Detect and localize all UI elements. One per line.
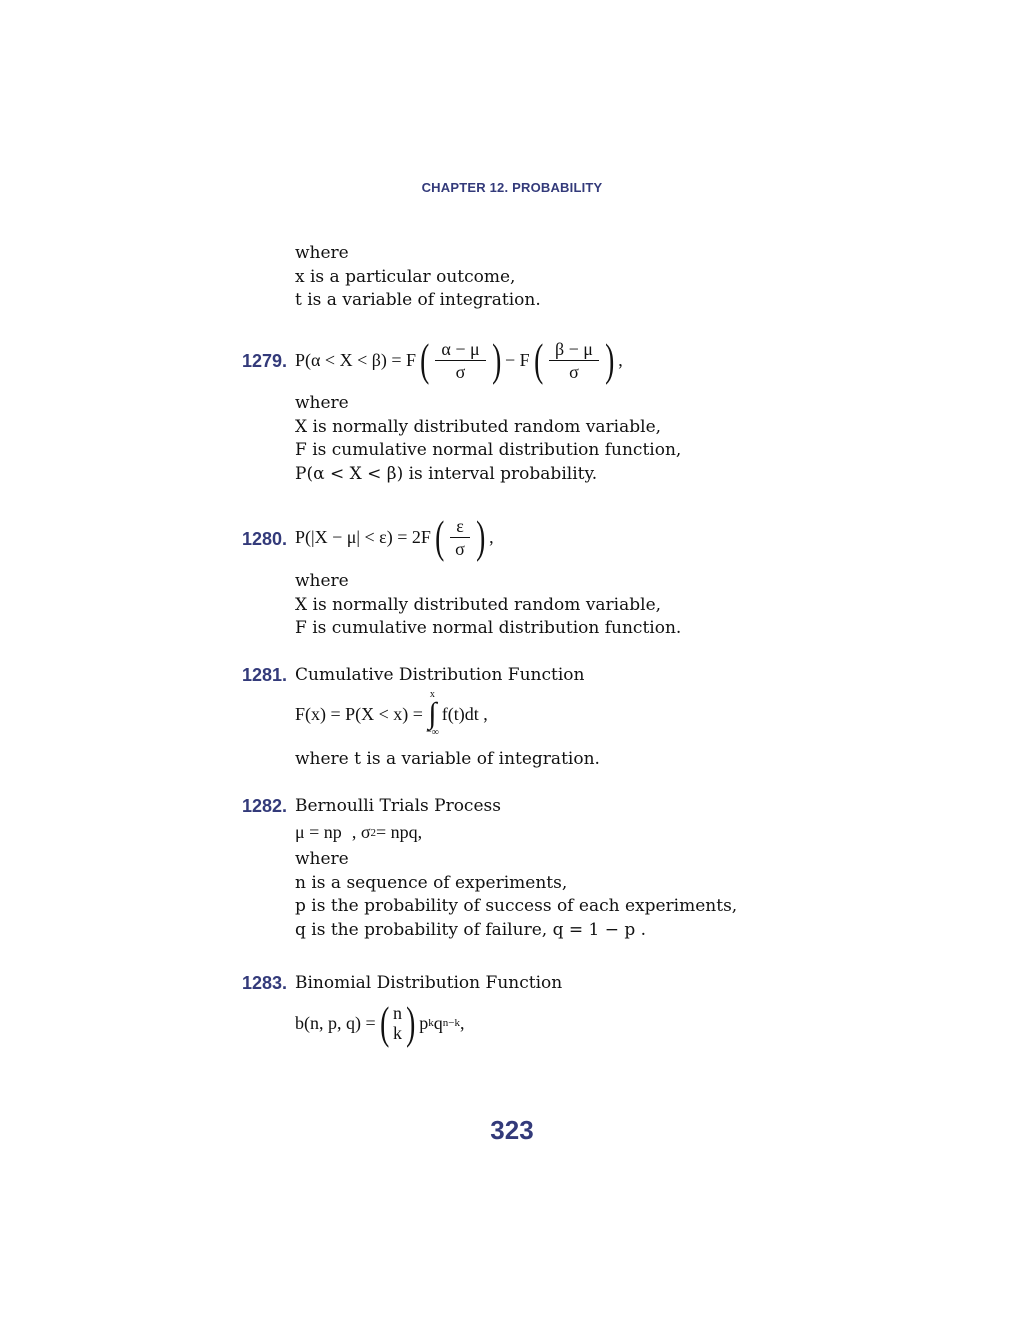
formula-1283: b(n, p, q) = ( n k ) p k q n−k , (295, 997, 465, 1048)
formula-1281-notes: where t is a variable of integration. (295, 749, 600, 769)
formula-number-1279: 1279. (242, 351, 288, 371)
formula-mid: − F (504, 349, 530, 370)
formula-number-1280: 1280. (242, 529, 288, 549)
formula-lhs: P(α < X < β) = F (295, 349, 417, 370)
section-title: Binomial Distribution Function (295, 973, 563, 993)
formula-number-1283: 1283. (242, 973, 288, 993)
formula-1280-notes: where X is normally distributed random variable, F is cumulative normal distribution function. (295, 571, 682, 638)
section-title: Bernoulli Trials Process (295, 796, 501, 816)
intro-line: x is a particular outcome, (295, 266, 516, 287)
fraction: $\frac{\varepsilon}{\sigma}$ (450, 515, 470, 560)
formula-1282: μ = np , σ 2 = npq, (295, 822, 423, 842)
fraction: $\frac{\alpha - \mu}{\sigma}$ (435, 338, 485, 383)
formula-1282-notes: where n is a sequence of experiments, p is the probability of success of each experiments, q is the probability of failure, q = 1 − p . (295, 849, 738, 940)
intro-line: t is a variable of integration. (295, 290, 541, 310)
formula-lhs: b(n, p, q) = (295, 1012, 376, 1033)
formula-number-1281: 1281. (242, 665, 288, 685)
formula-number-1282: 1282. (242, 796, 288, 816)
page-number: 323 (490, 1115, 534, 1145)
intro-line: where (295, 243, 349, 263)
section-title: Cumulative Distribution Function (295, 665, 585, 685)
formula-1281: F(x) = P(X < x) = x ∫ −∞ f(t)dt , (295, 689, 488, 738)
binomial-coefficient: n k (392, 1003, 402, 1043)
intro-text (295, 242, 541, 313)
integral-sign: x ∫ −∞ (425, 689, 439, 738)
fraction: $\frac{\beta - \mu}{\sigma}$ (549, 338, 599, 383)
formula-1279: P(α < X < β) = F ( $\frac{\alpha - \mu}{\sigma}$ ) − F ( $\frac{\beta - \mu}{\sigma}$ ) , (295, 334, 623, 385)
formula-lhs: F(x) = P(X < x) = (295, 703, 423, 724)
chapter-header: CHAPTER 12. PROBABILITY (421, 180, 603, 195)
formula-1280: P(|X − μ| < ε) = 2F ( $\frac{\varepsilon}{\sigma}$ ) , (295, 511, 494, 562)
formula-lhs: P(|X − μ| < ε) = 2F (295, 526, 431, 547)
formula-1279-notes: where X is normally distributed random variable, F is cumulative normal distribution function, P(α < X < β) is interval probability. (295, 393, 682, 484)
